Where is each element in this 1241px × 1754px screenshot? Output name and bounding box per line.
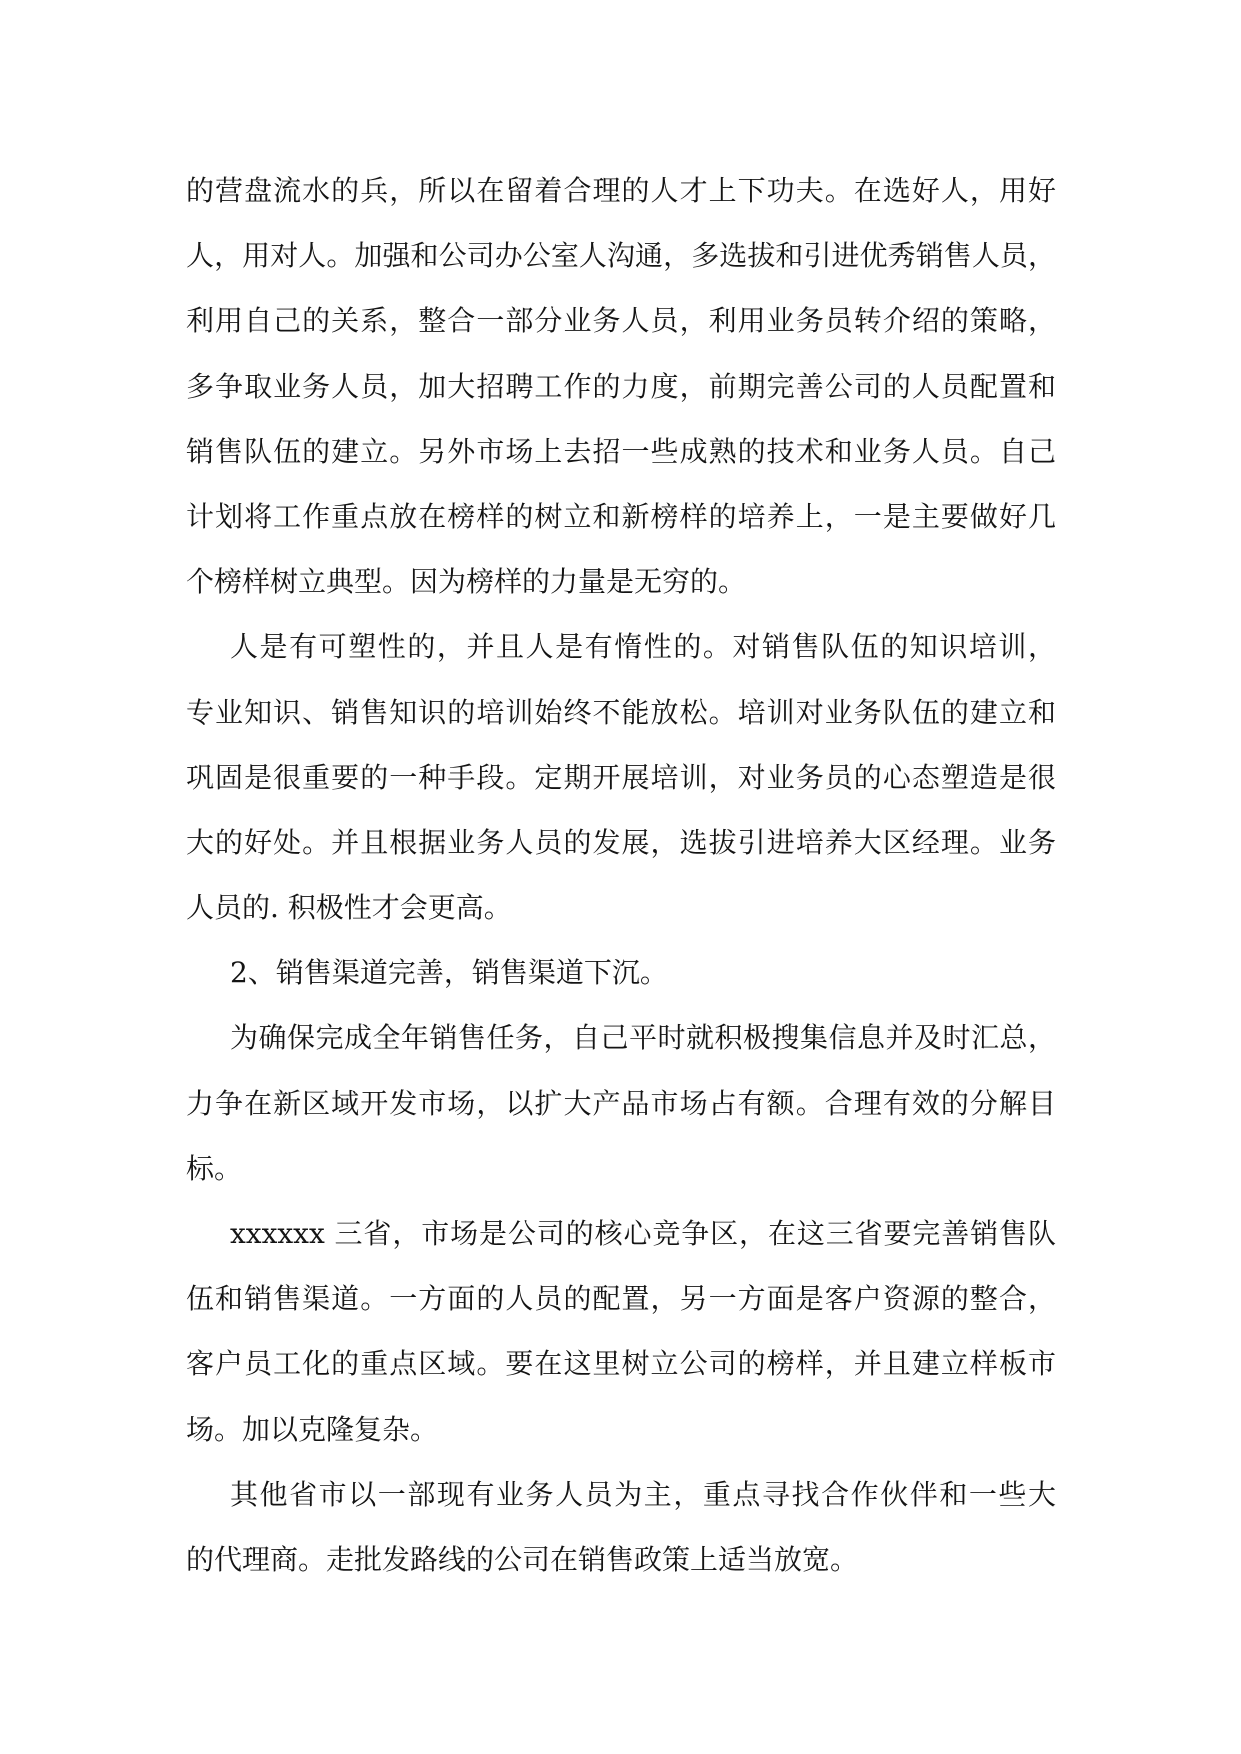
- section-heading: [186, 940, 1056, 1005]
- text-line: 2、销售渠道完善，销售渠道下沉。: [230, 956, 668, 990]
- text-line: 人员的. 积极性才会更高。: [186, 891, 512, 925]
- text-line: 客户员工化的重点区域。要在这里树立公司的榜样，并且建立样板市: [186, 1347, 1056, 1381]
- paragraph-4: [186, 1201, 1056, 1462]
- text-line: xxxxxx 三省，市场是公司的核心竞争区，在这三省要完善销售队: [230, 1217, 1056, 1250]
- text-line: 场。加以克隆复杂。: [186, 1412, 439, 1446]
- text-line: 的营盘流水的兵，所以在留着合理的人才上下功夫。在选好人，用好: [186, 174, 1056, 207]
- text-line: 巩固是很重要的一种手段。定期开展培训，对业务员的心态塑造是很: [186, 760, 1056, 794]
- text-line: 人是有可塑性的，并且人是有惰性的。对销售队伍的知识培训，: [230, 630, 1056, 664]
- text-line: 计划将工作重点放在榜样的树立和新榜样的培养上，一是主要做好几: [186, 499, 1056, 533]
- text-line: 人，用对人。加强和公司办公室人沟通，多选拔和引进优秀销售人员，: [186, 239, 1056, 273]
- text-line: 大的好处。并且根据业务人员的发展，选拔引进培养大区经理。业务: [186, 825, 1056, 859]
- paragraph-3: [186, 1005, 1056, 1201]
- text-line: 伍和销售渠道。一方面的人员的配置，另一方面是客户资源的整合，: [186, 1282, 1056, 1316]
- paragraph-5: [186, 1462, 1056, 1592]
- text-line: 其他省市以一部现有业务人员为主，重点寻找合作伙伴和一些大: [230, 1477, 1056, 1511]
- text-line: 销售队伍的建立。另外市场上去招一些成熟的技术和业务人员。自己: [186, 434, 1056, 468]
- paragraph-2: [186, 614, 1056, 940]
- text-line: 为确保完成全年销售任务，自己平时就积极搜集信息并及时汇总，: [230, 1021, 1056, 1055]
- document-body: [186, 158, 1056, 1592]
- text-line: 专业知识、销售知识的培训始终不能放松。培训对业务队伍的建立和: [186, 695, 1056, 729]
- text-line: 利用自己的关系，整合一部分业务人员，利用业务员转介绍的策略，: [186, 304, 1056, 338]
- paragraph-1: [186, 158, 1056, 614]
- text-line: 多争取业务人员，加大招聘工作的力度，前期完善公司的人员配置和: [186, 369, 1056, 403]
- text-line: 力争在新区域开发市场，以扩大产品市场占有额。合理有效的分解目: [186, 1086, 1056, 1120]
- text-line: 个榜样树立典型。因为榜样的力量是无穷的。: [186, 565, 747, 599]
- text-line: 的代理商。走批发路线的公司在销售政策上适当放宽。: [186, 1542, 859, 1576]
- text-line: 标。: [186, 1151, 243, 1185]
